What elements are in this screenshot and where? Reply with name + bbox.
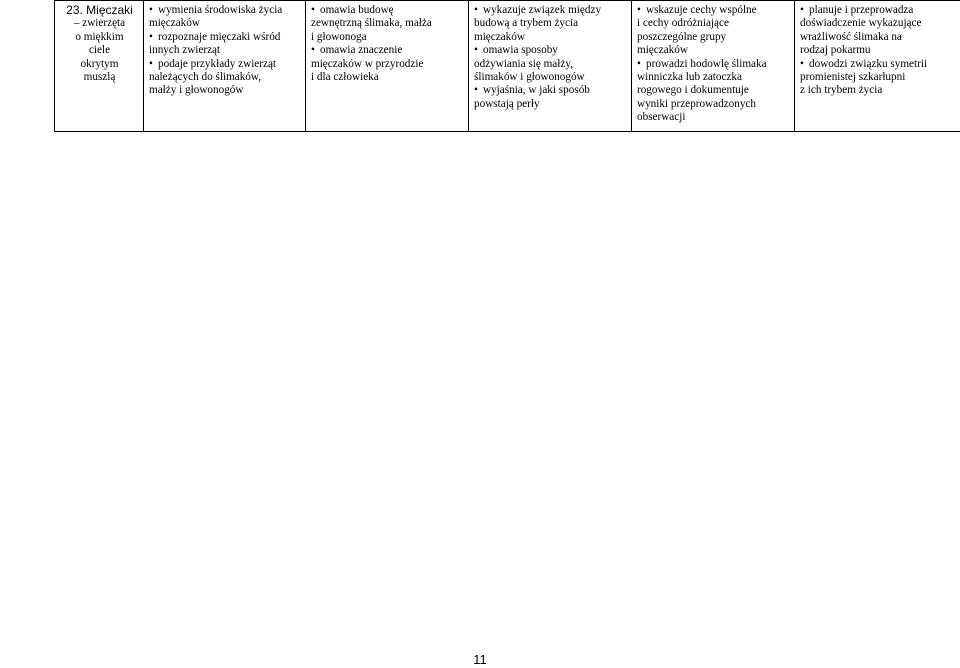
- item-line: rozpoznaje mięczaki wśród: [158, 30, 281, 43]
- item-line: obserwacji: [637, 111, 686, 124]
- item-line: planuje i przeprowadza: [809, 4, 914, 16]
- item-line: wyniki przeprowadzonych: [637, 97, 756, 110]
- item-line: mięczaków w przyrodzie: [311, 57, 424, 70]
- item-line: mięczaków: [149, 17, 200, 30]
- list-item: [474, 4, 627, 44]
- item-line: rodzaj pokarmu: [800, 44, 871, 57]
- item-line: małży i głowonogów: [149, 84, 244, 97]
- list-item: [311, 44, 464, 84]
- bullet-icon: •: [637, 4, 641, 16]
- item-line: winniczka lub zatoczka: [637, 71, 742, 84]
- table-row: [55, 1, 960, 132]
- item-line: doświadczenie wykazujące: [800, 17, 922, 30]
- list-item: [149, 31, 301, 58]
- bullet-icon: •: [800, 57, 804, 70]
- item-line: dowodzi związku symetrii: [809, 57, 928, 70]
- requirements-cell-1: [144, 1, 306, 132]
- topic-line: okrytym: [80, 57, 119, 70]
- list-item: [474, 44, 627, 84]
- requirements-cell-2: [306, 1, 469, 132]
- bullet-icon: •: [474, 4, 478, 16]
- item-line: promienistej szkarłupni: [800, 71, 906, 84]
- requirements-cell-4: [632, 1, 795, 132]
- bullet-icon: •: [311, 44, 315, 57]
- list-item: [311, 4, 464, 44]
- bullet-icon: •: [474, 44, 478, 57]
- topic-line: ciele: [88, 44, 111, 57]
- topic-line: muszlą: [83, 71, 116, 84]
- requirements-cell-3: [469, 1, 632, 132]
- list-item: [637, 4, 790, 58]
- list-item: [149, 58, 301, 98]
- item-line: i głowonoga: [311, 30, 367, 43]
- item-line: odżywiania się małży,: [474, 57, 573, 70]
- bullet-icon: •: [149, 30, 153, 43]
- item-line: rogowego i dokumentuje: [637, 84, 749, 97]
- item-line: omawia znaczenie: [320, 44, 403, 57]
- topic-line: o miękkim: [75, 30, 124, 43]
- bullet-icon: •: [311, 4, 315, 16]
- item-line: budową a trybem życia: [474, 17, 579, 30]
- topic-cell: [55, 1, 144, 132]
- item-line: omawia sposoby: [483, 44, 558, 57]
- list-item: [474, 84, 627, 111]
- item-line: mięczaków: [637, 44, 688, 57]
- item-line: i cechy odróżniające: [637, 17, 729, 30]
- bullet-icon: •: [800, 4, 804, 16]
- item-line: zewnętrzną ślimaka, małża: [311, 17, 432, 30]
- item-line: wyjaśnia, w jaki sposób: [483, 84, 590, 97]
- item-line: powstają perły: [474, 97, 540, 110]
- bullet-icon: •: [149, 4, 153, 16]
- item-line: poszczególne grupy: [637, 30, 727, 43]
- bullet-icon: •: [149, 57, 153, 70]
- item-line: omawia budowę: [320, 4, 394, 16]
- page-number: 11: [473, 652, 487, 667]
- bullet-icon: •: [474, 84, 478, 97]
- item-line: ślimaków i głowonogów: [474, 71, 585, 84]
- list-item: [637, 58, 790, 125]
- list-item: [149, 4, 301, 31]
- bullet-icon: •: [637, 57, 641, 70]
- item-line: należących do ślimaków,: [149, 71, 262, 84]
- item-line: innych zwierząt: [149, 44, 221, 57]
- list-item: [800, 58, 956, 98]
- item-line: prowadzi hodowlę ślimaka: [646, 57, 767, 70]
- item-line: wskazuje cechy wspólne: [646, 4, 757, 16]
- item-line: wykazuje związek między: [483, 4, 602, 16]
- topic-line: – zwierzęta: [73, 17, 126, 30]
- item-line: podaje przykłady zwierząt: [158, 57, 277, 70]
- topic-number: 23. Mięczaki: [66, 3, 133, 17]
- item-line: mięczaków: [474, 30, 525, 43]
- item-line: z ich trybem życia: [800, 84, 883, 97]
- item-line: wymienia środowiska życia: [158, 4, 283, 16]
- curriculum-table: [54, 0, 960, 132]
- item-line: i dla człowieka: [311, 71, 379, 84]
- requirements-cell-5: [795, 1, 960, 132]
- list-item: [800, 4, 956, 58]
- item-line: wrażliwość ślimaka na: [800, 30, 902, 43]
